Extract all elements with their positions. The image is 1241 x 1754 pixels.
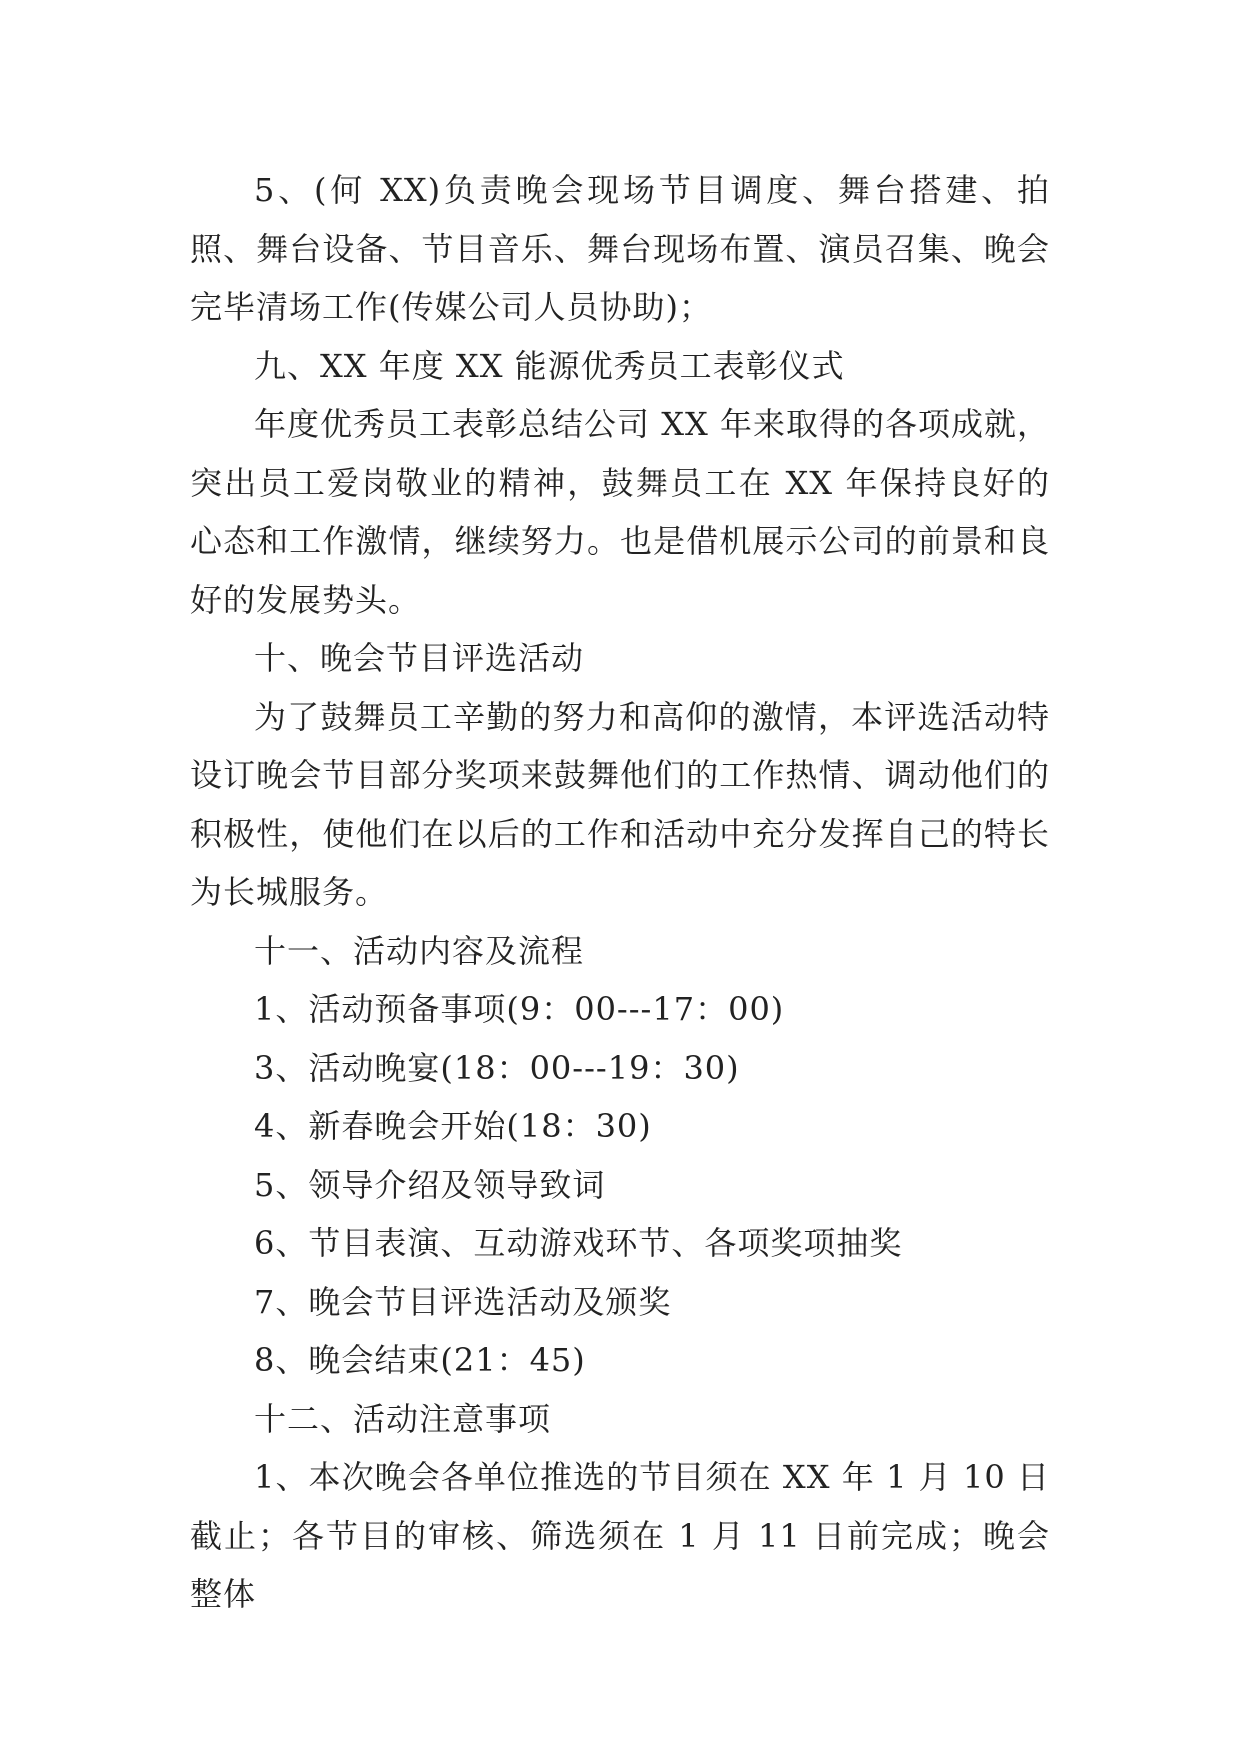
document-body [190, 161, 1050, 1624]
paragraph-item-5-duties: 5、(何 XX)负责晚会现场节目调度、舞台搭建、拍照、舞台设备、节目音乐、舞台现场布置、演员召集、晚会完毕清场工作(传媒公司人员协助)； [190, 171, 1050, 326]
list-item-awards: 7、晚会节目评选活动及颁奖 [254, 1282, 672, 1321]
section-heading-12: 十二、活动注意事项 [254, 1399, 552, 1438]
paragraph-program-selection: 为了鼓舞员工辛勤的努力和高仰的激情，本评选活动特设订晚会节目部分奖项来鼓舞他们的工作热情、调动他们的积极性，使他们在以后的工作和活动中充分发挥自己的特长为长城服务。 [190, 697, 1050, 911]
paragraph-award-summary: 年度优秀员工表彰总结公司 XX 年来取得的各项成就，突出员工爱岗敬业的精神，鼓舞员工在 XX 年保持良好的心态和工作激情，继续努力。也是借机展示公司的前景和良好的发展势头。 [190, 405, 1050, 619]
list-item-leader-speech: 5、领导介绍及领导致词 [254, 1165, 606, 1204]
list-item-performance: 6、节目表演、互动游戏环节、各项奖项抽奖 [254, 1224, 903, 1262]
list-item-prep: 1、活动预备事项(9：00---17：00) [254, 990, 785, 1028]
list-item-gala-start: 4、新春晚会开始(18：30) [254, 1107, 652, 1145]
list-item-banquet: 3、活动晚宴(18：00---19：30) [254, 1048, 740, 1087]
section-heading-11: 十一、活动内容及流程 [254, 931, 585, 970]
section-heading-10: 十、晚会节目评选活动 [254, 639, 585, 677]
list-item-gala-end: 8、晚会结束(21：45) [254, 1341, 586, 1379]
section-heading-9: 九、XX 年度 XX 能源优秀员工表彰仪式 [254, 346, 845, 385]
paragraph-notice-1: 1、本次晚会各单位推选的节目须在 XX 年 1 月 10 日截止；各节目的审核、筛选须在 1 月 11 日前完成；晚会整体 [190, 1458, 1050, 1613]
